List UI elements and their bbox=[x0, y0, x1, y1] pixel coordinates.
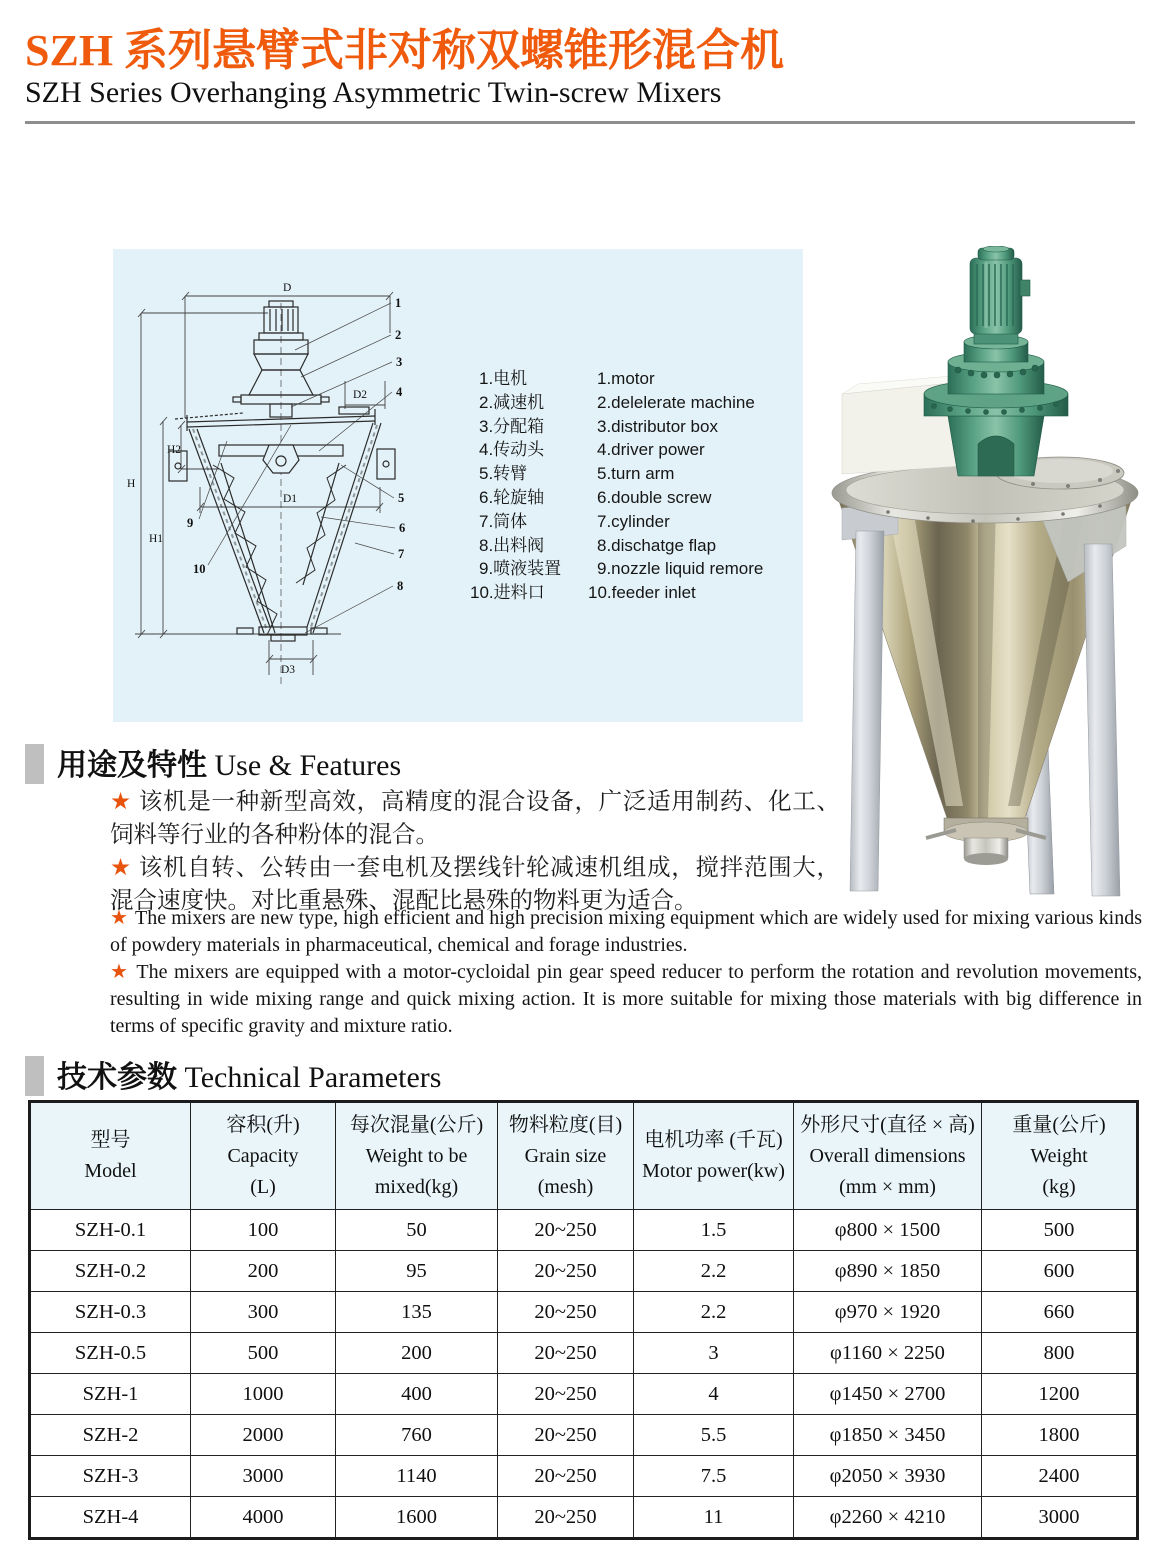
motor bbox=[970, 246, 1030, 334]
callout-1: 1 bbox=[395, 296, 402, 310]
part-en: 7.cylinder bbox=[597, 511, 670, 531]
cell-model: SZH-1 bbox=[30, 1374, 191, 1415]
feature-bullet bbox=[110, 959, 1142, 1040]
col-capacity: 容积(升) Capacity (L) bbox=[191, 1102, 336, 1210]
cell-capacity: 500 bbox=[191, 1333, 336, 1374]
table-row bbox=[30, 1415, 1138, 1456]
cell-power: 7.5 bbox=[634, 1456, 794, 1497]
cell-weight: 800 bbox=[982, 1333, 1138, 1374]
cell-weight-mixed: 1600 bbox=[336, 1497, 498, 1539]
cell-capacity: 4000 bbox=[191, 1497, 336, 1539]
col-weight-mixed: 每次混量(公斤) Weight to be mixed(kg) bbox=[336, 1102, 498, 1210]
table-row bbox=[30, 1210, 1138, 1251]
cell-dims: φ970 × 1920 bbox=[794, 1292, 982, 1333]
feature-bullet bbox=[110, 905, 1142, 959]
cell-weight-mixed: 1140 bbox=[336, 1456, 498, 1497]
header-divider bbox=[25, 121, 1135, 124]
cell-model: SZH-3 bbox=[30, 1456, 191, 1497]
cell-grain: 20~250 bbox=[498, 1374, 634, 1415]
star-bullet-icon: ★ bbox=[110, 907, 129, 929]
col-motor-power: 电机功率 (千瓦) Motor power(kw) bbox=[634, 1102, 794, 1210]
features-bullets-en bbox=[110, 905, 1142, 1040]
technical-drawing bbox=[123, 255, 468, 713]
cell-dims: φ1850 × 3450 bbox=[794, 1415, 982, 1456]
part-en: 4.driver power bbox=[597, 440, 705, 460]
part-en: 10.feeder inlet bbox=[588, 583, 696, 603]
machine-photo bbox=[828, 246, 1140, 904]
dimension-lines bbox=[135, 292, 393, 675]
callout-6: 6 bbox=[399, 521, 406, 535]
cell-model: SZH-0.5 bbox=[30, 1333, 191, 1374]
callout-9: 9 bbox=[187, 516, 194, 530]
cell-capacity: 2000 bbox=[191, 1415, 336, 1456]
cell-weight-mixed: 50 bbox=[336, 1210, 498, 1251]
cell-weight: 3000 bbox=[982, 1497, 1138, 1539]
dim-d: D bbox=[283, 282, 292, 294]
cell-weight: 600 bbox=[982, 1251, 1138, 1292]
cell-weight-mixed: 200 bbox=[336, 1333, 498, 1374]
part-zh: 2.减速机 bbox=[479, 392, 545, 412]
feature-text: 该机是一种新型高效，高精度的混合设备，广泛适用制药、化工、饲料等行业的各种粉体的混合。 bbox=[110, 788, 840, 847]
table-row bbox=[30, 1333, 1138, 1374]
legend-row bbox=[470, 581, 763, 605]
feature-text: The mixers are new type, high efficient and high precision mixing equipment which are widely used for mixing various kinds of powdery materials in pharmaceutical, chemical and forage industries. bbox=[110, 907, 1142, 956]
cell-weight-mixed: 95 bbox=[336, 1251, 498, 1292]
features-heading-zh: 用途及特性 bbox=[57, 749, 207, 782]
cell-model: SZH-0.2 bbox=[30, 1251, 191, 1292]
parameters-heading-en: Technical Parameters bbox=[184, 1061, 442, 1094]
cell-grain: 20~250 bbox=[498, 1456, 634, 1497]
cell-dims: φ890 × 1850 bbox=[794, 1251, 982, 1292]
dim-h1: H1 bbox=[149, 533, 164, 545]
parameters-heading bbox=[57, 1052, 441, 1096]
dim-h: H bbox=[127, 478, 136, 490]
cell-model: SZH-0.3 bbox=[30, 1292, 191, 1333]
cell-capacity: 100 bbox=[191, 1210, 336, 1251]
callout-10: 10 bbox=[193, 562, 206, 576]
cell-capacity: 200 bbox=[191, 1251, 336, 1292]
part-zh: 4.传动头 bbox=[479, 440, 545, 460]
col-grain-size: 物料粒度(目) Grain size (mesh) bbox=[498, 1102, 634, 1210]
cell-capacity: 300 bbox=[191, 1292, 336, 1333]
cell-dims: φ800 × 1500 bbox=[794, 1210, 982, 1251]
part-en: 1.motor bbox=[597, 369, 655, 388]
part-zh: 1.电机 bbox=[479, 369, 528, 388]
cell-grain: 20~250 bbox=[498, 1333, 634, 1374]
cell-weight: 500 bbox=[982, 1210, 1138, 1251]
legend-row bbox=[470, 557, 763, 581]
callout-4: 4 bbox=[396, 385, 403, 399]
table-header-row bbox=[30, 1102, 1138, 1210]
callout-leaders bbox=[199, 303, 395, 633]
dim-h2: H2 bbox=[167, 444, 182, 456]
dim-d1: D1 bbox=[283, 493, 298, 505]
part-zh: 5.转臂 bbox=[479, 464, 528, 484]
cell-weight-mixed: 760 bbox=[336, 1415, 498, 1456]
legend-row bbox=[470, 486, 763, 510]
cell-model: SZH-4 bbox=[30, 1497, 191, 1539]
dim-d2: D2 bbox=[353, 389, 368, 401]
features-heading bbox=[57, 740, 401, 784]
cell-model: SZH-2 bbox=[30, 1415, 191, 1456]
dim-d3: D3 bbox=[281, 664, 296, 676]
section-marker bbox=[25, 1056, 44, 1096]
features-heading-en: Use & Features bbox=[214, 749, 402, 782]
part-en: 6.double screw bbox=[597, 487, 712, 507]
page-title-zh: SZH 系列悬臂式非对称双螺锥形混合机 bbox=[25, 26, 785, 75]
cell-capacity: 1000 bbox=[191, 1374, 336, 1415]
star-bullet-icon: ★ bbox=[110, 788, 132, 814]
feature-text: The mixers are equipped with a motor-cycloidal pin gear speed reducer to perform the rotation and revolution movements, resulting in wide mixing range and quick mixing action. It is more suitable for mixing those materials with big difference in terms of specific gravity and mixture ratio. bbox=[110, 961, 1142, 1037]
part-en: 9.nozzle liquid remore bbox=[597, 559, 764, 579]
cell-power: 5.5 bbox=[634, 1415, 794, 1456]
cell-grain: 20~250 bbox=[498, 1210, 634, 1251]
cell-power: 2.2 bbox=[634, 1251, 794, 1292]
callout-5: 5 bbox=[398, 491, 405, 505]
part-zh: 9.喷液装置 bbox=[479, 559, 562, 579]
callout-3: 3 bbox=[396, 355, 403, 369]
callout-7: 7 bbox=[398, 547, 405, 561]
part-en: 2.delelerate machine bbox=[597, 392, 755, 412]
legend-row bbox=[470, 462, 763, 486]
legend-row bbox=[470, 510, 763, 534]
legend-row bbox=[470, 415, 763, 439]
page-title-en: SZH Series Overhanging Asymmetric Twin-screw Mixers bbox=[25, 76, 722, 109]
cell-grain: 20~250 bbox=[498, 1415, 634, 1456]
feature-bullet bbox=[110, 785, 840, 851]
cell-weight: 1800 bbox=[982, 1415, 1138, 1456]
parts-legend bbox=[470, 367, 763, 605]
cell-weight: 660 bbox=[982, 1292, 1138, 1333]
legend-row bbox=[470, 391, 763, 415]
part-en: 5.turn arm bbox=[597, 464, 675, 484]
cell-dims: φ1450 × 2700 bbox=[794, 1374, 982, 1415]
features-bullets-zh bbox=[110, 785, 840, 917]
part-zh: 8.出料阀 bbox=[479, 535, 545, 555]
cell-power: 1.5 bbox=[634, 1210, 794, 1251]
table-row bbox=[30, 1292, 1138, 1333]
cell-grain: 20~250 bbox=[498, 1497, 634, 1539]
cell-grain: 20~250 bbox=[498, 1292, 634, 1333]
parameters-heading-zh: 技术参数 bbox=[57, 1061, 177, 1094]
star-bullet-icon: ★ bbox=[110, 961, 130, 983]
callout-8: 8 bbox=[397, 579, 404, 593]
mixer-outline bbox=[169, 301, 395, 687]
table-row bbox=[30, 1456, 1138, 1497]
part-zh: 3.分配箱 bbox=[479, 416, 545, 436]
feature-text: 该机自转、公转由一套电机及摆线针轮减速机组成，搅拌范围大，混合速度快。对比重悬殊、混配比悬殊的物料更为适合。 bbox=[110, 854, 840, 913]
star-bullet-icon: ★ bbox=[110, 854, 132, 880]
legend-row bbox=[470, 438, 763, 462]
col-dimensions: 外形尺寸(直径 × 高) Overall dimensions (mm × mm) bbox=[794, 1102, 982, 1210]
cell-grain: 20~250 bbox=[498, 1251, 634, 1292]
parameters-table bbox=[28, 1100, 1139, 1540]
legend-row bbox=[470, 534, 763, 558]
part-zh: 7.筒体 bbox=[479, 511, 528, 531]
callout-2: 2 bbox=[395, 328, 402, 342]
part-en: 8.dischatge flap bbox=[597, 535, 717, 555]
cell-weight-mixed: 400 bbox=[336, 1374, 498, 1415]
col-model: 型号 Model bbox=[30, 1102, 191, 1210]
cell-capacity: 3000 bbox=[191, 1456, 336, 1497]
table-row bbox=[30, 1251, 1138, 1292]
col-weight: 重量(公斤) Weight (kg) bbox=[982, 1102, 1138, 1210]
legend-row bbox=[470, 367, 763, 391]
cell-power: 2.2 bbox=[634, 1292, 794, 1333]
section-marker bbox=[25, 744, 44, 784]
part-zh: 10.进料口 bbox=[470, 583, 545, 603]
cell-power: 4 bbox=[634, 1374, 794, 1415]
cell-weight: 2400 bbox=[982, 1456, 1138, 1497]
cell-model: SZH-0.1 bbox=[30, 1210, 191, 1251]
cell-power: 3 bbox=[634, 1333, 794, 1374]
table-row bbox=[30, 1497, 1138, 1539]
cell-dims: φ2260 × 4210 bbox=[794, 1497, 982, 1539]
cell-weight-mixed: 135 bbox=[336, 1292, 498, 1333]
parameters-table-wrap bbox=[28, 1100, 1136, 1540]
cell-dims: φ2050 × 3930 bbox=[794, 1456, 982, 1497]
cell-power: 11 bbox=[634, 1497, 794, 1539]
diagram-panel bbox=[113, 249, 803, 722]
part-zh: 6.轮旋轴 bbox=[479, 487, 545, 507]
table-row bbox=[30, 1374, 1138, 1415]
cell-dims: φ1160 × 2250 bbox=[794, 1333, 982, 1374]
cell-weight: 1200 bbox=[982, 1374, 1138, 1415]
part-en: 3.distributor box bbox=[597, 416, 718, 436]
